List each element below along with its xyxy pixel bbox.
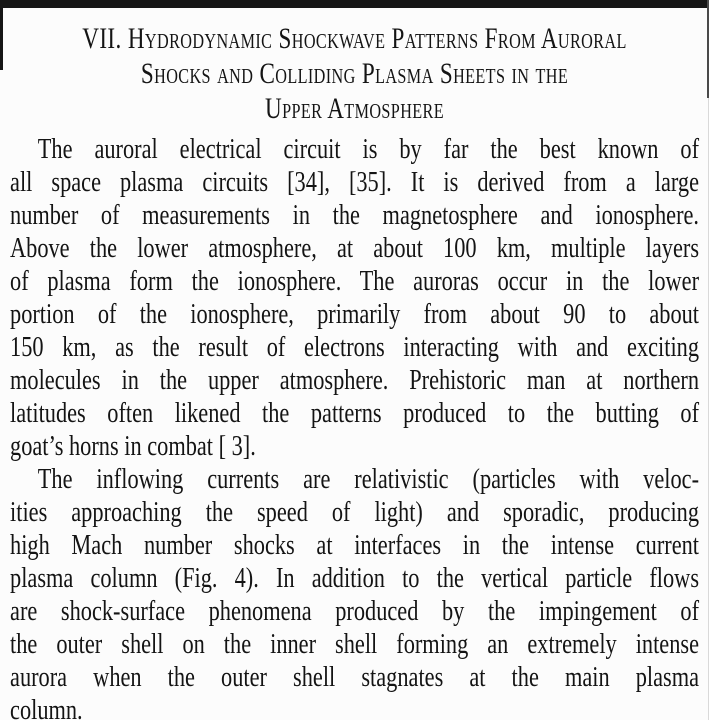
text-line: goat’s horns in combat [ 3]. bbox=[10, 430, 256, 462]
section-heading bbox=[0, 21, 709, 126]
text-line: all space plasma circuits [34], [35]. It is derived from a large bbox=[10, 166, 700, 198]
text-line: latitudes often likened the patterns produced to the butting of bbox=[10, 397, 700, 429]
text-line: aurora when the outer shell stagnates at the main plasma bbox=[10, 661, 700, 693]
left-edge-scan-mark bbox=[0, 0, 3, 70]
text-line: high Mach number shocks at interfaces in the intense current bbox=[10, 529, 700, 561]
text-line: Above the lower atmosphere, at about 100 km, multiple layers bbox=[10, 232, 700, 264]
text-line: portion of the ionosphere, primarily from about 90 to about bbox=[10, 298, 700, 330]
heading-line: VII. Hydrodynamic Shockwave Patterns From Auroral bbox=[82, 22, 627, 55]
heading-line: Shocks and Colliding Plasma Sheets in the bbox=[140, 57, 569, 90]
top-rule-divider bbox=[0, 0, 709, 8]
paragraph-2 bbox=[10, 463, 699, 720]
text-line: The auroral electrical circuit is by far the best known of bbox=[37, 133, 700, 165]
text-line: ities approaching the speed of light) and sporadic, producing bbox=[10, 496, 700, 528]
text-line: the outer shell on the inner shell forming an extremely intense bbox=[10, 628, 700, 660]
text-line: of plasma form the ionosphere. The auroras occur in the lower bbox=[10, 265, 700, 297]
text-line: plasma column (Fig. 4). In addition to the vertical particle flows bbox=[10, 562, 700, 594]
article-body bbox=[0, 133, 709, 720]
paragraph-1 bbox=[10, 133, 699, 463]
text-line: 150 km, as the result of electrons interacting with and exciting bbox=[10, 331, 700, 363]
text-line: are shock-surface phenomena produced by the impingement of bbox=[10, 595, 700, 627]
text-line: molecules in the upper atmosphere. Prehistoric man at northern bbox=[10, 364, 700, 396]
text-line: column. bbox=[10, 694, 83, 720]
text-line: The inflowing currents are relativistic (particles with veloc- bbox=[37, 463, 700, 495]
heading-line: Upper Atmosphere bbox=[265, 92, 445, 125]
text-line: number of measurements in the magnetosphere and ionosphere. bbox=[10, 199, 700, 231]
